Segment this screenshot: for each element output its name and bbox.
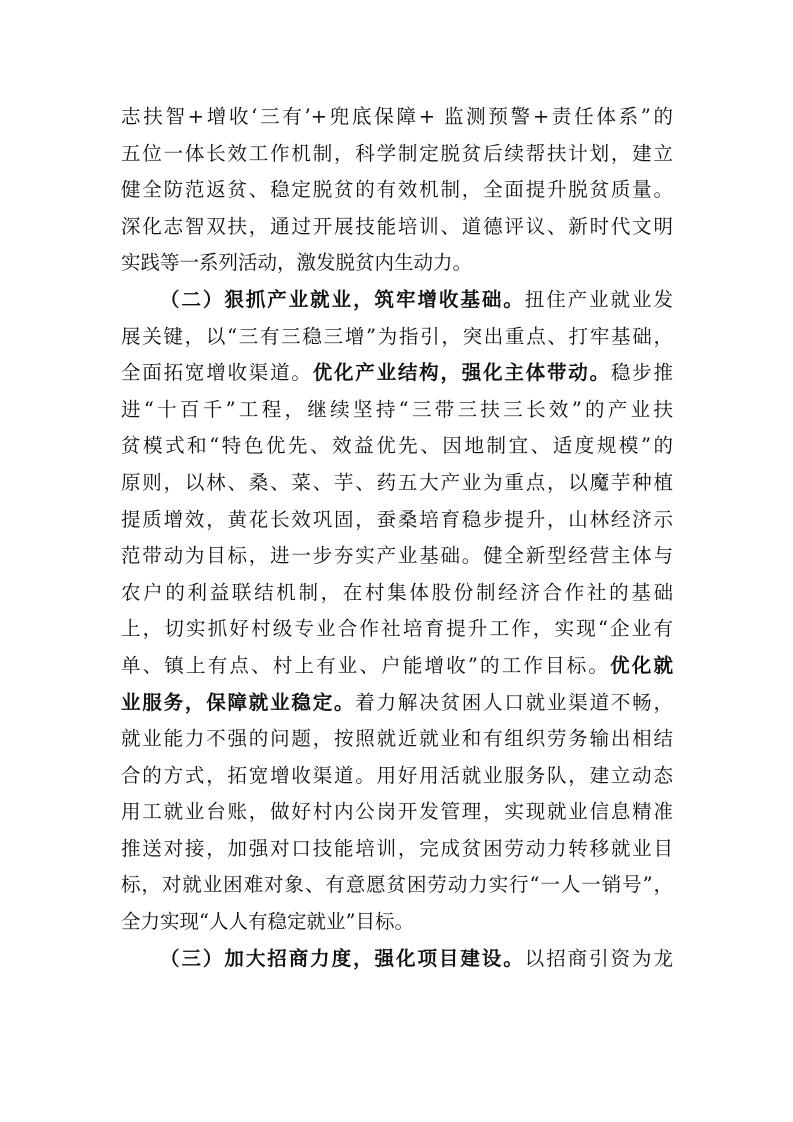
paragraph-text: 合的方式，拓宽增收渠道。用好用活就业服务队，建立动态 — [121, 763, 673, 787]
paragraph-text: 提质增效，黄花长效巩固，蚕桑培育稳步提升，山林经济示 — [121, 507, 673, 531]
paragraph-text: 范带动为目标，进一步夯实产业基础。健全新型经营主体与 — [121, 544, 673, 568]
text-line — [121, 465, 673, 502]
text-line — [121, 648, 673, 685]
text-line — [121, 685, 673, 722]
text-line — [121, 611, 673, 648]
paragraph-text: 以招商引资为龙 — [524, 946, 673, 970]
paragraph-text: 上，切实抓好村级专业合作社培育提升工作，实现“企业有 — [121, 617, 673, 641]
paragraph-text: 实践等一系列活动，激发脱贫内生动力。 — [121, 251, 473, 275]
body-text — [121, 99, 673, 977]
paragraph-text: 展关键，以“三有三稳三增”为指引，突出重点、打牢基础， — [121, 324, 673, 348]
text-line — [121, 794, 673, 831]
paragraph-text: 用工就业台账，做好村内公岗开发管理，实现就业信息精准 — [121, 800, 673, 824]
paragraph-text: 深化志智双扶，通过开展技能培训、道德评议、新时代文明 — [121, 214, 673, 238]
paragraph-text: 标，对就业困难对象、有意愿贫困劳动力实行“一人一销号”， — [121, 873, 673, 897]
paragraph-text: 全力实现“人人有稳定就业”目标。 — [121, 910, 414, 934]
bold-heading-text: （二）狠抓产业就业，筑牢增收基础。 — [160, 287, 525, 311]
paragraph-text: 推送对接，加强对口技能培训，完成贫困劳动力转移就业目 — [121, 836, 673, 860]
text-line — [121, 99, 673, 136]
text-line — [121, 721, 673, 758]
text-line — [121, 904, 673, 941]
text-line — [121, 428, 673, 465]
paragraph-text: 健全防范返贫、稳定脱贫的有效机制，全面提升脱贫质量。 — [121, 178, 673, 202]
text-line — [121, 245, 673, 282]
text-line — [121, 172, 673, 209]
bold-heading-text: 优化就 — [610, 653, 673, 677]
paragraph-text: 进“十百千”工程，继续坚持“三带三扶三长效”的产业扶 — [121, 397, 673, 421]
paragraph-text: 着力解决贫困人口就业渠道不畅， — [355, 690, 673, 714]
bold-heading-text: 优化产业结构，强化主体带动。 — [312, 361, 611, 385]
text-line — [121, 282, 673, 319]
paragraph-text: 贫模式和“特色优先、效益优先、因地制宜、适度规模”的 — [121, 434, 673, 458]
text-line — [121, 538, 673, 575]
text-line — [121, 209, 673, 246]
paragraph-text: 志扶智+增收‘三有’+兜底保障+ 监测预警+责任体系”的 — [121, 105, 673, 128]
paragraph-text: 全面拓宽增收渠道。 — [121, 361, 313, 385]
text-line — [121, 575, 673, 612]
paragraph-text: 五位一体长效工作机制，科学制定脱贫后续帮扶计划，建立 — [121, 141, 673, 165]
text-line — [121, 136, 673, 173]
paragraph-text: 就业能力不强的问题，按照就近就业和有组织劳务输出相结 — [121, 727, 673, 751]
paragraph-text: 农户的利益联结机制，在村集体股份制经济合作社的基础 — [121, 580, 673, 604]
paragraph-text: 扭住产业就业发 — [524, 287, 673, 311]
text-line — [121, 867, 673, 904]
text-line — [121, 392, 673, 429]
paragraph-text: 单、镇上有点、村上有业、户能增收”的工作目标。 — [121, 653, 611, 677]
text-line — [121, 758, 673, 795]
text-line — [121, 355, 673, 392]
text-line — [121, 941, 673, 978]
bold-heading-text: （三）加大招商力度，强化项目建设。 — [160, 946, 525, 970]
paragraph-text: 原则，以林、桑、菜、芋、药五大产业为重点，以魔芋种植 — [121, 470, 673, 494]
text-line — [121, 502, 673, 539]
text-line — [121, 831, 673, 868]
text-line — [121, 319, 673, 356]
paragraph-text: 稳步推 — [610, 361, 673, 385]
bold-heading-text: 业服务，保障就业稳定。 — [121, 690, 356, 714]
